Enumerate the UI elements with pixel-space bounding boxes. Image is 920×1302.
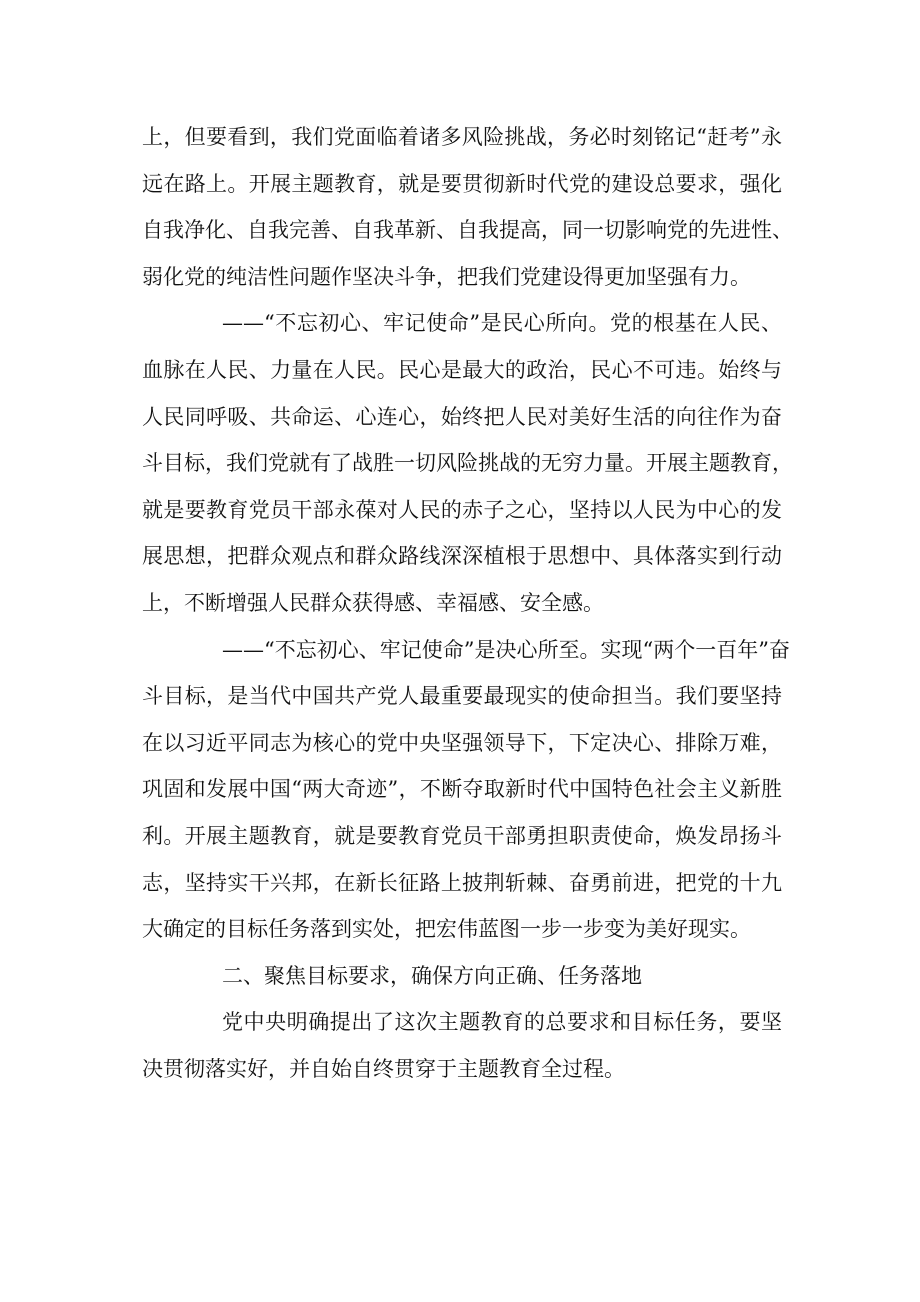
text-line: 远在路上。开展主题教育，就是要贯彻新时代党的建设总要求，强化 [142, 171, 782, 196]
text-line: 斗目标，我们党就有了战胜一切风险挑战的无穷力量。开展主题教育， [142, 451, 793, 476]
text-line: 巩固和发展中国“两大奇迹”，不断夺取新时代中国特色社会主义新胜 [142, 777, 782, 802]
text-line: 大确定的目标任务落到实处，把宏伟蓝图一步一步变为美好现实。 [142, 917, 751, 942]
paragraph-start-line: ——“不忘初心、牢记使命”是决心所至。实现“两个一百年”奋 [222, 637, 790, 662]
text-line: 血脉在人民、力量在人民。民心是最大的政治，民心不可违。始终与 [142, 357, 782, 382]
text-line: 自我净化、自我完善、自我革新、自我提高，同一切影响党的先进性、 [142, 218, 793, 243]
text-line: 上，但要看到，我们党面临着诸多风险挑战，务必时刻铭记“赶考”永 [142, 125, 782, 149]
text-line: 利。开展主题教育，就是要教育党员干部勇担职责使命，焕发昂扬斗 [142, 823, 782, 848]
text-line: 志，坚持实干兴邦，在新长征路上披荆斩棘、奋勇前进，把党的十九 [142, 870, 782, 895]
paragraph-start-line: 党中央明确提出了这次主题教育的总要求和目标任务，要坚 [222, 1010, 782, 1035]
paragraph-start-line: ——“不忘初心、牢记使命”是民心所向。党的根基在人民、 [222, 311, 782, 336]
text-line: 在以习近平同志为核心的党中央坚强领导下，下定决心、排除万难， [142, 730, 782, 755]
body-text [142, 114, 793, 1092]
text-line: 上，不断增强人民群众获得感、幸福感、安全感。 [142, 590, 604, 615]
text-line: 斗目标，是当代中国共产党人最重要最现实的使命担当。我们要坚持 [142, 684, 782, 709]
text-line: 弱化党的纯洁性问题作坚决斗争，把我们党建设得更加坚强有力。 [142, 264, 751, 289]
text-line: 展思想，把群众观点和群众路线深深植根于思想中、具体落实到行动 [142, 544, 782, 569]
text-line: 决贯彻落实好，并自始自终贯穿于主题教育全过程。 [142, 1056, 625, 1081]
text-line: 人民同呼吸、共命运、心连心，始终把人民对美好生活的向往作为奋 [142, 404, 782, 429]
section-heading: 二、聚焦目标要求，确保方向正确、任务落地 [222, 963, 642, 988]
text-line: 就是要教育党员干部永葆对人民的赤子之心，坚持以人民为中心的发 [142, 497, 782, 522]
